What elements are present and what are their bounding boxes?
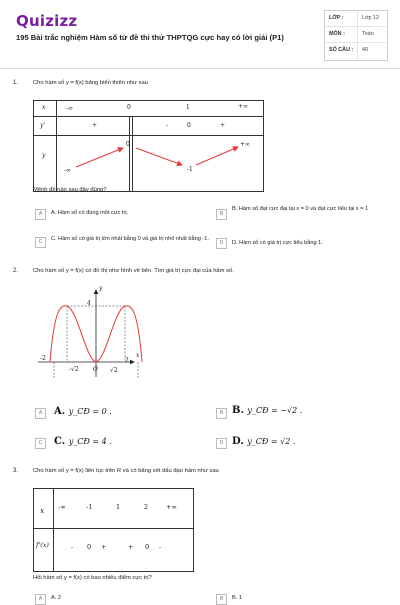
table-y-value: -∞ [64, 167, 72, 174]
table-y-value: -1 [187, 166, 193, 173]
meta-count: SỐ CÂU : 40 [329, 47, 368, 53]
question-number: 1. [13, 80, 19, 86]
table-y-value: +∞ [240, 141, 251, 148]
sign-table-sign: + [128, 543, 134, 551]
question-text: Cho hàm số y = f(x) có đồ thị như hình vẽ bên. Tìm giá trị cực đại của hàm số. [33, 268, 234, 274]
increase-arrow [196, 147, 238, 165]
table-x-value: 1 [186, 104, 190, 111]
option-b-label: B. [232, 405, 244, 416]
option-badge-d[interactable]: D [216, 438, 227, 449]
sign-table-x-value: 2 [144, 503, 149, 511]
sign-table-x-label: x [40, 506, 45, 515]
option-d[interactable]: D. Hàm số có giá trị cực tiểu bằng 1. [232, 240, 323, 246]
table-yprime-label: y' [40, 122, 46, 129]
question-number: 3. [13, 468, 19, 474]
option-b[interactable]: B. 1 [232, 595, 242, 601]
sign-table-x-value: -∞ [58, 503, 66, 511]
question-prompt: Mệnh đề nào sau đây đúng? [33, 187, 107, 193]
meta-class: LỚP : Lớp 12 [329, 15, 380, 21]
option-badge-b[interactable]: B [216, 209, 227, 220]
option-d-math: y_CĐ = √2 . [247, 437, 296, 446]
table-line [33, 528, 194, 529]
option-badge-a[interactable]: A [35, 209, 46, 220]
table-y-label: y [42, 152, 46, 159]
table-line [53, 488, 54, 571]
question-number: 2. [13, 268, 19, 274]
graph-label-minus2: -2 [40, 355, 46, 362]
graph-label-neg-sqrt2: -√2 [69, 366, 79, 373]
sign-table-sign: 0 [145, 543, 150, 551]
graph-label-sqrt2: √2 [110, 367, 118, 374]
increase-arrow [76, 148, 123, 167]
table-x-value: 0 [127, 104, 131, 111]
decrease-arrow [136, 148, 182, 165]
sign-table-x-value: -1 [86, 503, 93, 511]
option-c[interactable] [54, 436, 112, 447]
option-a[interactable]: A. 2 [51, 595, 61, 601]
option-a[interactable]: A. Hàm số có đúng một cực trị. [51, 210, 129, 216]
table-sign: + [92, 122, 98, 129]
sign-table-fprime-label: f'(x) [36, 541, 49, 549]
meta-subject: MÔN : Toán [329, 31, 374, 37]
graph-y-label: y [99, 285, 103, 292]
option-badge-c[interactable]: C [35, 438, 46, 449]
option-d-label: D. [232, 436, 244, 447]
sign-table [33, 488, 194, 572]
option-badge-a[interactable]: A [35, 594, 46, 605]
sign-table-x-value: +∞ [166, 503, 177, 511]
option-badge-a[interactable]: A [35, 408, 46, 419]
question-text: Cho hàm số y = f(x) bảng biến thiên như sau [33, 80, 148, 86]
graph-label-4: 4 [87, 300, 91, 307]
option-b[interactable] [232, 405, 302, 416]
option-c-label: C. [54, 436, 66, 447]
table-x-value: -∞ [66, 105, 74, 112]
table-sign: + [220, 122, 226, 129]
option-d[interactable] [232, 436, 295, 447]
graph-x-label: x [136, 352, 140, 359]
sign-table-sign: 0 [87, 543, 92, 551]
sign-table-sign: - [71, 543, 74, 551]
option-b[interactable]: B. Hàm số đạt cực đại tại x = 0 và đạt cực tiểu tại x = 1 [232, 206, 369, 212]
option-b-math: y_CĐ = −√2 . [247, 406, 303, 415]
graph-label-2: 2 [125, 357, 129, 364]
table-y-value: 0 [126, 141, 130, 148]
table-x-value: +∞ [238, 103, 249, 110]
option-a-math: y_CĐ = 0 . [68, 407, 112, 416]
sign-table-x-value: 1 [116, 503, 121, 511]
quizizz-logo: Quizizz [16, 12, 78, 30]
option-badge-b[interactable]: B [216, 408, 227, 419]
sign-table-sign: - [159, 543, 162, 551]
table-x-label: x [42, 104, 46, 111]
option-c[interactable]: C. Hàm số có giá trị lớn nhất bằng 0 và giá trị nhỏ nhất bằng -1. [51, 236, 209, 242]
graph-label-origin: O [93, 366, 98, 373]
document-title: 195 Bài trắc nghiệm Hàm số từ đề thi thử THPTQG cực hay có lời giải (P1) [16, 33, 284, 42]
question-text: Cho hàm số y = f(x) liên tục trên R và có bảng xét dấu đạo hàm như sau [33, 468, 219, 474]
sign-table-sign: + [101, 543, 107, 551]
table-sign: - [166, 122, 169, 129]
option-a[interactable] [54, 406, 112, 417]
option-badge-d[interactable]: D [216, 238, 227, 249]
option-c-math: y_CĐ = 4 . [68, 437, 112, 446]
question-prompt: Hỏi hàm số y = f(x) có bao nhiêu điểm cực trị? [33, 575, 152, 581]
table-sign: 0 [187, 122, 191, 129]
option-a-label: A. [54, 406, 66, 417]
option-badge-c[interactable]: C [35, 237, 46, 248]
option-badge-b[interactable]: B [216, 594, 227, 605]
